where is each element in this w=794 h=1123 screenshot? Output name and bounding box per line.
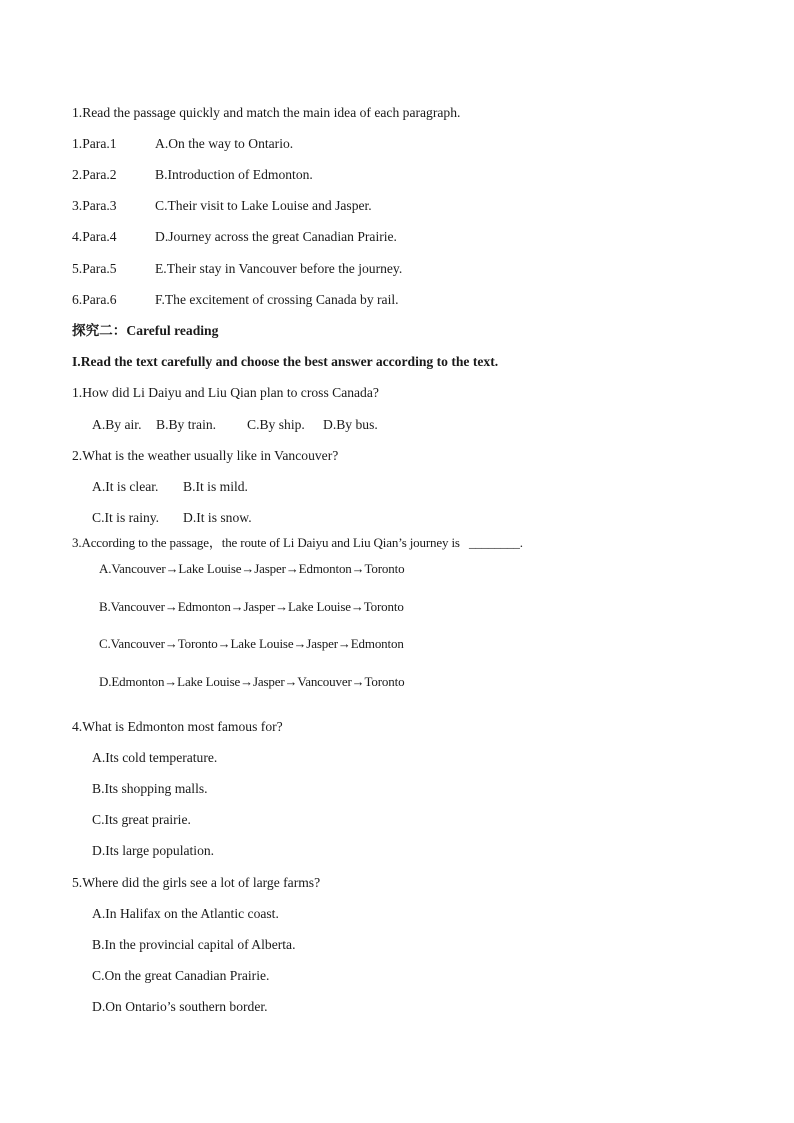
q4-option-b: B.Its shopping malls.: [92, 781, 208, 796]
match-idea-e: E.Their stay in Vancouver before the journey.: [155, 261, 403, 276]
q4-option-c: C.Its great prairie.: [92, 812, 191, 827]
question-3-end: .: [519, 535, 523, 550]
q2-option-b: B.It is mild.: [183, 479, 248, 494]
q3-option-c: C.Vancouver→Toronto→Lake Louise→Jasper→Edmonton: [99, 636, 404, 651]
match-idea-f: F.The excitement of crossing Canada by rail.: [155, 292, 399, 307]
q4-option-d: D.Its large population.: [92, 843, 215, 858]
match-idea-a: A.On the way to Ontario.: [155, 136, 294, 151]
answer-blank: ________: [468, 535, 520, 550]
q4-option-a: A.Its cold temperature.: [92, 750, 218, 765]
section-heading-en: Careful reading: [126, 323, 219, 338]
careful-reading-instruction: I.Read the text carefully and choose the best answer according to the text.: [72, 354, 499, 369]
section-heading-cn: 探究二：: [72, 323, 127, 338]
match-para-2: 2.Para.2: [72, 167, 117, 182]
q5-option-d: D.On Ontario’s southern border.: [92, 999, 268, 1014]
q2-option-a: A.It is clear.: [92, 479, 159, 494]
match-para-6: 6.Para.6: [72, 292, 117, 307]
question-5: 5.Where did the girls see a lot of large farms?: [72, 875, 321, 890]
question-1: 1.How did Li Daiyu and Liu Qian plan to cross Canada?: [72, 385, 379, 400]
q1-option-a: A.By air.: [92, 417, 142, 432]
question-2: 2.What is the weather usually like in Vancouver?: [72, 448, 339, 463]
match-idea-c: C.Their visit to Lake Louise and Jasper.: [155, 198, 372, 213]
q2-option-d: D.It is snow.: [183, 510, 252, 525]
q5-option-a: A.In Halifax on the Atlantic coast.: [92, 906, 279, 921]
match-para-5: 5.Para.5: [72, 261, 117, 276]
q1-option-b: B.By train.: [156, 417, 217, 432]
question-3-stem: 3.According to the passage，the route of Li Daiyu and Liu Qian’s journey is: [72, 535, 460, 550]
match-para-1: 1.Para.1: [72, 136, 117, 151]
q3-option-b: B.Vancouver→Edmonton→Jasper→Lake Louise→Toronto: [99, 599, 404, 614]
match-para-3: 3.Para.3: [72, 198, 117, 213]
q3-option-d: D.Edmonton→Lake Louise→Jasper→Vancouver→Toronto: [99, 674, 405, 689]
section-heading: [72, 324, 218, 338]
q3-option-a: A.Vancouver→Lake Louise→Jasper→Edmonton→Toronto: [99, 561, 405, 576]
q5-option-c: C.On the great Canadian Prairie.: [92, 968, 270, 983]
question-4: 4.What is Edmonton most famous for?: [72, 719, 283, 734]
match-idea-d: D.Journey across the great Canadian Prairie.: [155, 229, 397, 244]
q1-option-d: D.By bus.: [323, 417, 378, 432]
q1-option-c: C.By ship.: [247, 417, 305, 432]
matching-instruction: 1.Read the passage quickly and match the main idea of each paragraph.: [72, 105, 461, 120]
q5-option-b: B.In the provincial capital of Alberta.: [92, 937, 296, 952]
question-3: [72, 536, 523, 549]
q2-option-c: C.It is rainy.: [92, 510, 160, 525]
match-para-4: 4.Para.4: [72, 229, 117, 244]
match-idea-b: B.Introduction of Edmonton.: [155, 167, 313, 182]
